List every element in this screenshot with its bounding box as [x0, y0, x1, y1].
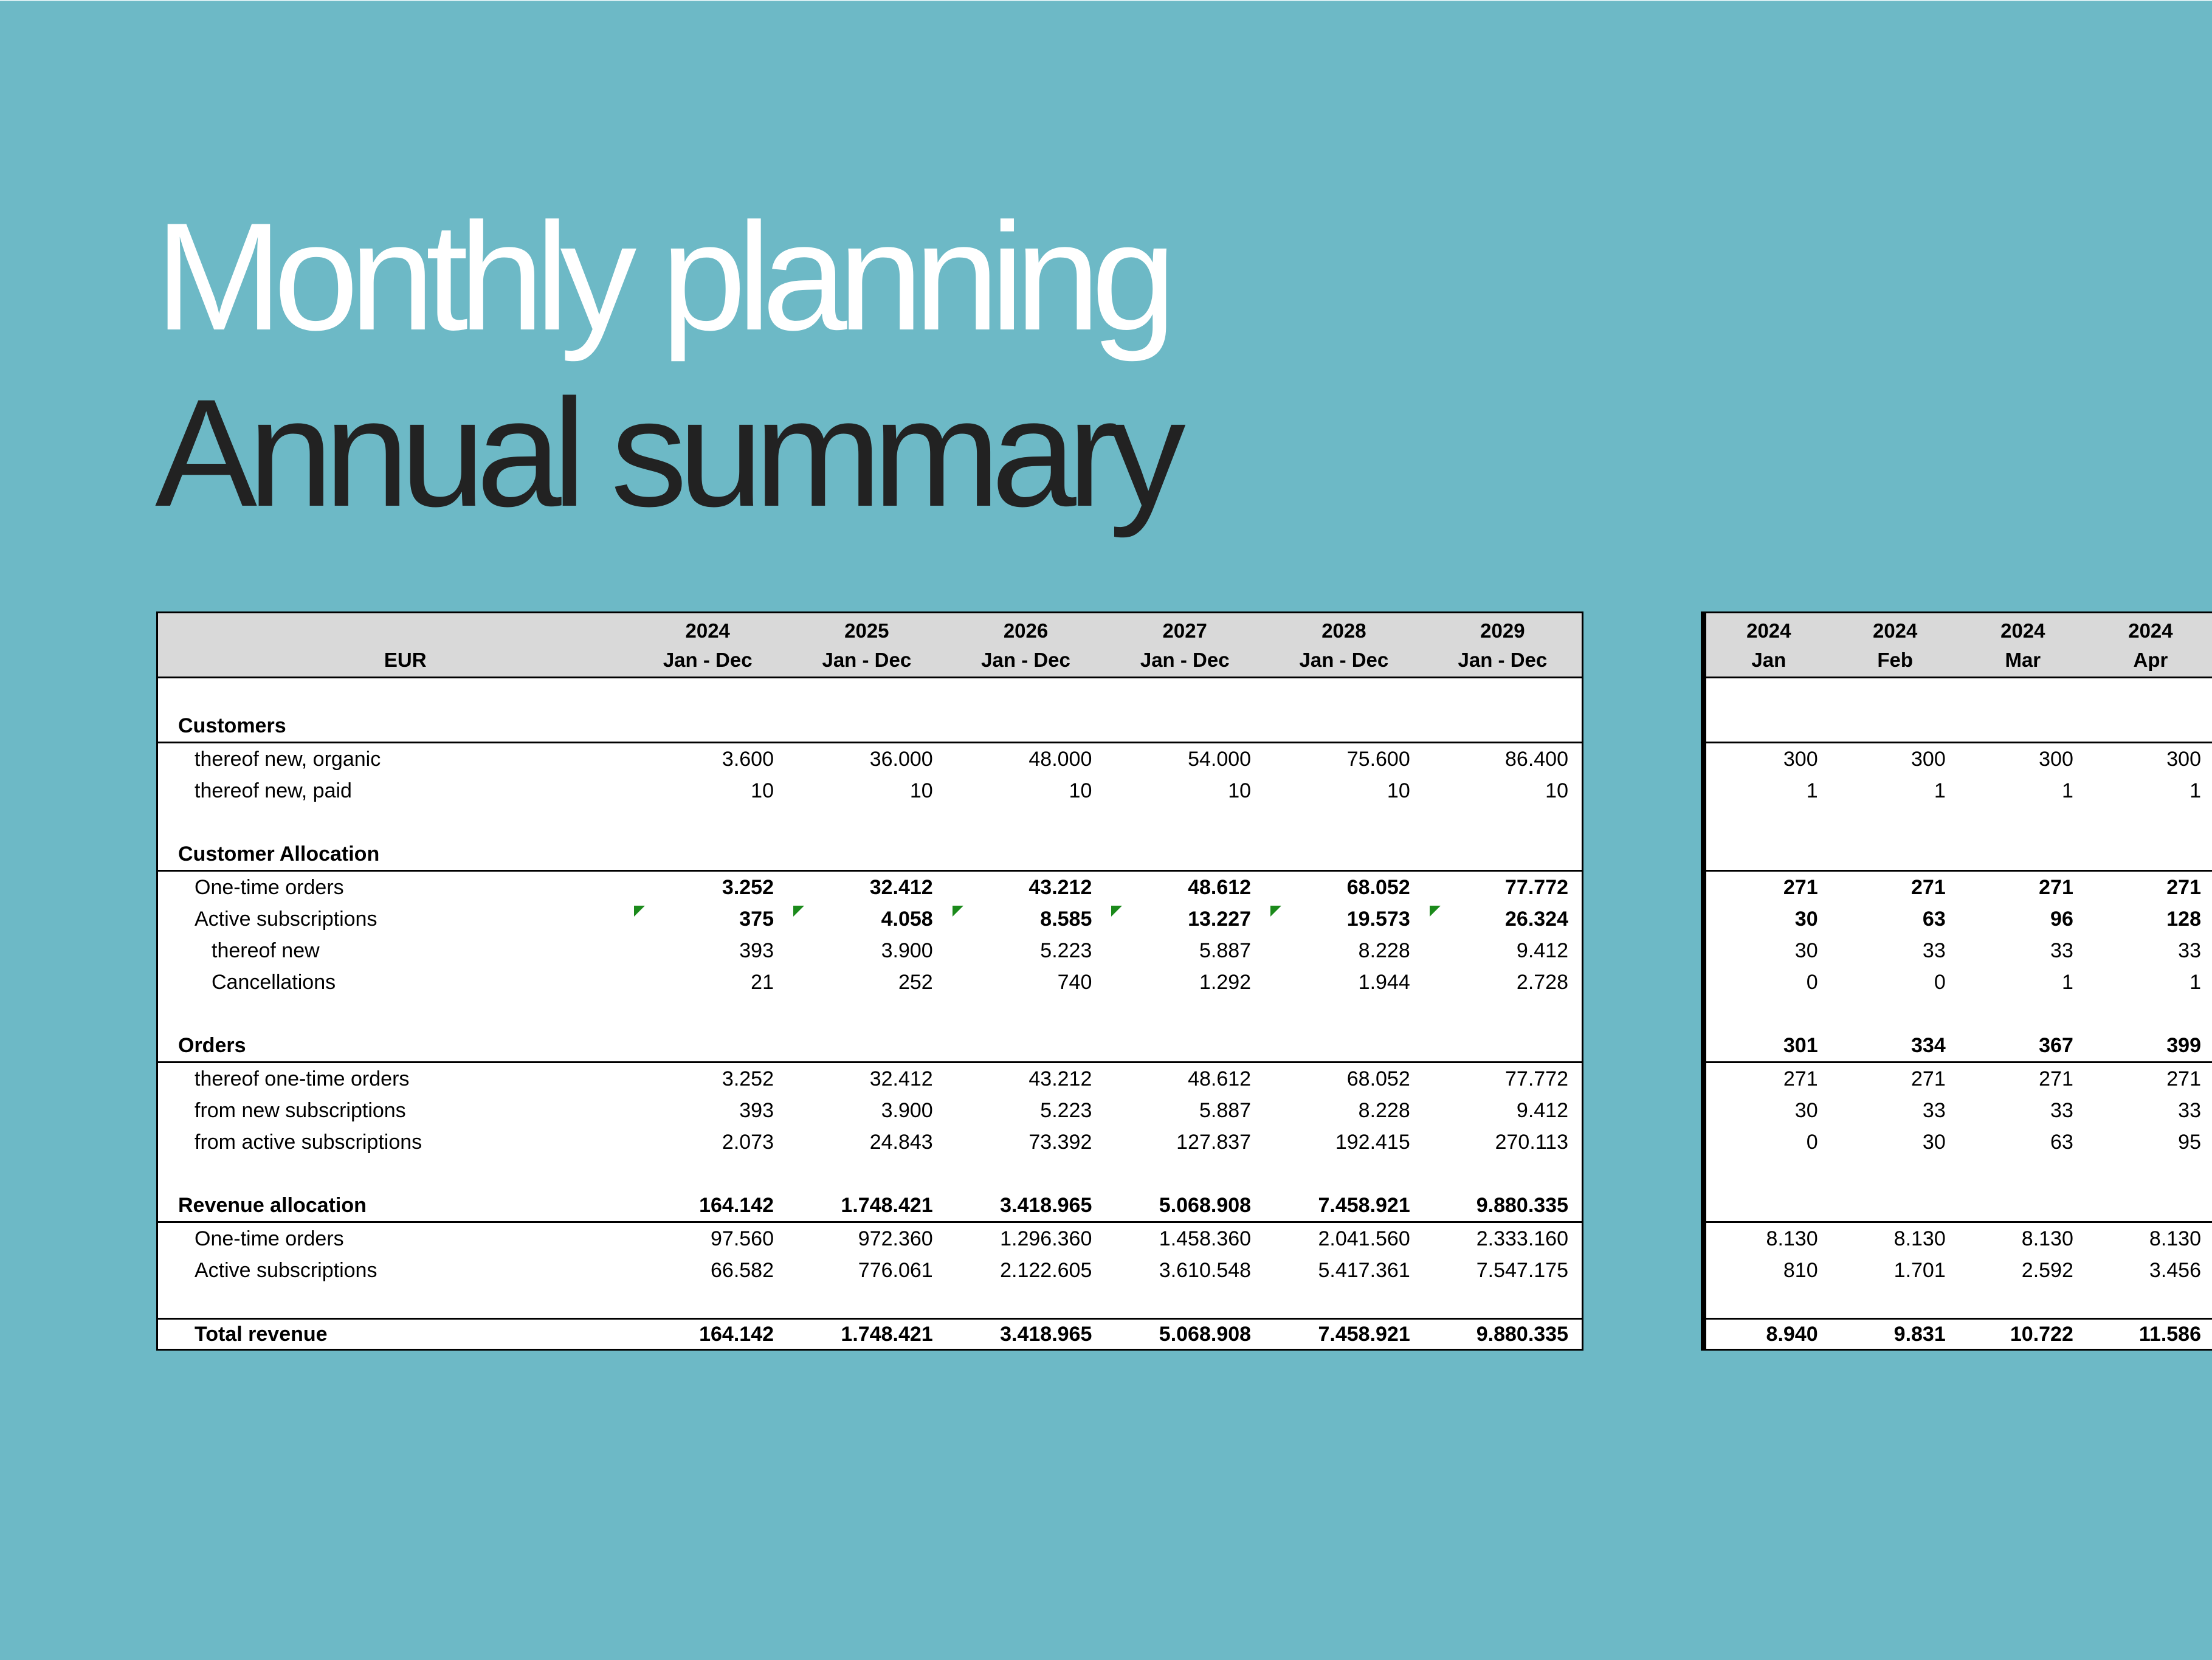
total-revenue-row: [1704, 1319, 2212, 1350]
spacer-row: [1704, 1286, 2212, 1319]
cell-value: 3.252: [722, 1067, 774, 1090]
cell-value: 95: [2178, 1131, 2201, 1154]
cell-value: 66.582: [711, 1259, 774, 1282]
cell-value: 0: [1934, 971, 1946, 994]
table-row: [157, 871, 1583, 904]
section-revenue-allocation: [1704, 1190, 2212, 1222]
section-label: Orders: [157, 1030, 629, 1062]
cell-with-comment[interactable]: [1105, 903, 1264, 935]
cell-value: 8.130: [1893, 1227, 1946, 1250]
cell-value: 252: [898, 971, 933, 994]
section-customer-allocation: [1704, 838, 2212, 871]
cell-value: 3.418.965: [946, 1319, 1106, 1350]
cell-value: 9.880.335: [1424, 1190, 1583, 1222]
cell-value: 63: [2050, 1131, 2073, 1154]
cell-value: 3.600: [722, 748, 774, 771]
cell-value: 300: [2166, 748, 2201, 771]
header-period: Apr: [2087, 645, 2212, 678]
section-label: Customers: [157, 710, 629, 743]
header-year: 2028: [1264, 613, 1424, 646]
total-revenue-row: [157, 1319, 1583, 1350]
cell-value: 972.360: [858, 1227, 933, 1250]
cell-value: 3.418.965: [946, 1190, 1106, 1222]
table-row: [157, 935, 1583, 966]
section-customers: [1704, 710, 2212, 743]
cell-value: 10: [1545, 779, 1568, 802]
cell-value: 5.417.361: [1318, 1259, 1410, 1282]
cell-value: 86.400: [1505, 748, 1568, 771]
cell-with-comment[interactable]: [628, 903, 787, 935]
header-year: 2026: [946, 613, 1106, 646]
cell-value: 11.586: [2087, 1319, 2212, 1350]
cell-value: 393: [739, 1099, 774, 1122]
currency-label: EUR: [157, 645, 629, 678]
spacer-row: [157, 998, 1583, 1030]
header-period: Jan - Dec: [628, 645, 787, 678]
cell-value: 10: [1228, 779, 1252, 802]
cell-value: 271: [1783, 876, 1818, 899]
spacer-row: [157, 807, 1583, 838]
cell-with-comment[interactable]: [787, 903, 946, 935]
cell-value: 1: [2190, 779, 2201, 802]
row-label: from active subscriptions: [195, 1131, 422, 1154]
cell-value: 128: [2166, 907, 2201, 931]
cell-value: 367: [1959, 1030, 2087, 1062]
page-title: Monthly planning: [155, 191, 1168, 362]
cell-value: 300: [1783, 748, 1818, 771]
section-customers: [157, 710, 1583, 743]
cell-value: 271: [1911, 1067, 1946, 1090]
cell-with-comment[interactable]: [1424, 903, 1583, 935]
cell-value: 33: [2050, 1099, 2073, 1122]
header-row-periods: [157, 645, 1583, 678]
cell-value: 2.122.605: [1000, 1259, 1092, 1282]
table-row: [1704, 1126, 2212, 1158]
cell-value: 1: [1934, 779, 1946, 802]
header-period: Jan: [1704, 645, 1831, 678]
cell-value: 3.900: [881, 1099, 933, 1122]
cell-value: 54.000: [1188, 748, 1252, 771]
cell-value: 300: [1911, 748, 1946, 771]
cell-value: 5.887: [1199, 1099, 1252, 1122]
header-period: Mar: [1959, 645, 2087, 678]
cell-value: 192.415: [1335, 1131, 1410, 1154]
section-customer-allocation: [157, 838, 1583, 871]
spacer-row: [157, 678, 1583, 711]
cell-with-comment[interactable]: [946, 903, 1106, 935]
cell-value: 48.612: [1188, 876, 1252, 899]
cell-value: 271: [2039, 876, 2073, 899]
table-row: [1704, 903, 2212, 935]
table-row: [1704, 1095, 2212, 1126]
cell-value: 0: [1806, 1131, 1818, 1154]
cell-value: 1: [1806, 779, 1818, 802]
comment-indicator-icon[interactable]: [1111, 906, 1122, 917]
cell-value: 1: [2061, 779, 2073, 802]
cell-value: 26.324: [1505, 907, 1568, 931]
cell-value: 43.212: [1028, 876, 1092, 899]
cell-value: 270.113: [1495, 1131, 1568, 1154]
cell-value: 8.585: [1040, 907, 1092, 931]
cell-value: 33: [1922, 939, 1946, 962]
cell-value: 33: [2050, 939, 2073, 962]
cell-value: 164.142: [628, 1190, 787, 1222]
header-period: Jan - Dec: [946, 645, 1106, 678]
cell-value: 5.887: [1199, 939, 1252, 962]
comment-indicator-icon[interactable]: [634, 906, 645, 917]
row-label: Total revenue: [157, 1319, 629, 1350]
cell-value: 68.052: [1346, 876, 1410, 899]
page-top-line: [0, 0, 2212, 1]
cell-value: 32.412: [869, 876, 933, 899]
row-label: thereof new, paid: [195, 779, 352, 802]
cell-value: 810: [1783, 1259, 1818, 1282]
table-row: [1704, 966, 2212, 998]
section-orders: [157, 1030, 1583, 1062]
row-label: thereof new, organic: [195, 748, 381, 771]
cell-value: 2.728: [1516, 971, 1568, 994]
cell-value: 399: [2087, 1030, 2212, 1062]
spacer-row: [157, 1158, 1583, 1190]
cell-value: 30: [1794, 1099, 1818, 1122]
cell-value: 8.130: [1766, 1227, 1818, 1250]
table-row: [157, 1095, 1583, 1126]
cell-value: 1: [2061, 971, 2073, 994]
cell-value: 33: [2178, 1099, 2201, 1122]
row-label: One-time orders: [195, 876, 344, 899]
cell-value: 68.052: [1346, 1067, 1410, 1090]
header-year: 2024: [1831, 613, 1959, 646]
table-row: [1704, 743, 2212, 776]
cell-value: 776.061: [858, 1259, 933, 1282]
cell-value: 1.458.360: [1159, 1227, 1252, 1250]
table-row: [1704, 775, 2212, 807]
cell-value: 1.944: [1358, 971, 1410, 994]
cell-value: 33: [1922, 1099, 1946, 1122]
cell-value: 8.130: [2149, 1227, 2201, 1250]
cell-value: 8.130: [2021, 1227, 2073, 1250]
table-row: [157, 966, 1583, 998]
cell-value: 375: [739, 907, 774, 931]
cell-value: 7.458.921: [1264, 1190, 1424, 1222]
row-label: Active subscriptions: [195, 907, 377, 931]
header-year: 2029: [1424, 613, 1583, 646]
table-row: [157, 1222, 1583, 1255]
cell-value: 48.612: [1188, 1067, 1252, 1090]
cell-value: 0: [1806, 971, 1818, 994]
table-row: [157, 1062, 1583, 1095]
cell-value: 393: [739, 939, 774, 962]
table-row: [157, 775, 1583, 807]
cell-value: 10: [909, 779, 933, 802]
cell-value: 9.412: [1516, 939, 1568, 962]
cell-value: 271: [2166, 1067, 2201, 1090]
spacer-row: [1704, 1158, 2212, 1190]
cell-value: 32.412: [869, 1067, 933, 1090]
table-row: [1704, 1255, 2212, 1286]
cell-value: 19.573: [1346, 907, 1410, 931]
header-year: 2024: [628, 613, 787, 646]
cell-value: 30: [1794, 907, 1818, 931]
cell-value: 30: [1922, 1131, 1946, 1154]
header-year: 2024: [2087, 613, 2212, 646]
spacer-row: [157, 1286, 1583, 1319]
row-label: Active subscriptions: [195, 1259, 377, 1282]
comment-indicator-icon[interactable]: [793, 906, 804, 917]
section-label: Customer Allocation: [157, 838, 629, 871]
table-row: [157, 743, 1583, 776]
cell-value: 36.000: [869, 748, 933, 771]
row-label: thereof one-time orders: [195, 1067, 410, 1090]
header-period: Jan - Dec: [1424, 645, 1583, 678]
cell-value: 8.228: [1358, 1099, 1410, 1122]
table-row: [1704, 1222, 2212, 1255]
header-year: 2025: [787, 613, 946, 646]
cell-value: 8.940: [1704, 1319, 1831, 1350]
header-corner: [157, 613, 629, 646]
table-row: [157, 903, 1583, 935]
header-year: 2024: [1704, 613, 1831, 646]
annual-summary-table: [156, 611, 1583, 1351]
cell-value: 43.212: [1028, 1067, 1092, 1090]
cell-value: 1.748.421: [787, 1190, 946, 1222]
monthly-table: [1701, 611, 2212, 1351]
spacer-row: [1704, 998, 2212, 1030]
header-period: Jan - Dec: [1105, 645, 1264, 678]
cell-value: 271: [2166, 876, 2201, 899]
cell-value: 7.547.175: [1476, 1259, 1568, 1282]
spacer-row: [1704, 807, 2212, 838]
cell-value: 24.843: [869, 1131, 933, 1154]
cell-value: 10: [1387, 779, 1410, 802]
cell-value: 2.041.560: [1318, 1227, 1410, 1250]
cell-value: 3.610.548: [1159, 1259, 1252, 1282]
header-period: Jan - Dec: [787, 645, 946, 678]
cell-value: 1: [2190, 971, 2201, 994]
cell-value: 77.772: [1505, 876, 1568, 899]
cell-value: 63: [1922, 907, 1946, 931]
cell-value: 334: [1831, 1030, 1959, 1062]
spacer-row: [1704, 678, 2212, 711]
cell-value: 3.252: [722, 876, 774, 899]
section-label: Revenue allocation: [157, 1190, 629, 1222]
cell-value: 1.701: [1893, 1259, 1946, 1282]
cell-value: 75.600: [1346, 748, 1410, 771]
comment-indicator-icon[interactable]: [1270, 906, 1281, 917]
header-row-years: [157, 613, 1583, 646]
cell-value: 73.392: [1028, 1131, 1092, 1154]
page-subtitle: Annual summary: [155, 368, 1177, 539]
cell-value: 5.223: [1040, 939, 1092, 962]
row-label: thereof new: [212, 939, 320, 962]
row-label: One-time orders: [195, 1227, 344, 1250]
cell-value: 96: [2050, 907, 2073, 931]
row-label: Cancellations: [212, 971, 336, 994]
cell-value: 1.748.421: [787, 1319, 946, 1350]
cell-value: 48.000: [1028, 748, 1092, 771]
section-orders: [1704, 1030, 2212, 1062]
header-row-periods: [1704, 645, 2212, 678]
cell-value: 77.772: [1505, 1067, 1568, 1090]
header-period: Jan - Dec: [1264, 645, 1424, 678]
cell-value: 127.837: [1176, 1131, 1252, 1154]
cell-value: 2.073: [722, 1131, 774, 1154]
cell-value: 4.058: [881, 907, 933, 931]
cell-value: 5.223: [1040, 1099, 1092, 1122]
cell-value: 2.592: [2021, 1259, 2073, 1282]
header-year: 2024: [1959, 613, 2087, 646]
cell-value: 21: [751, 971, 774, 994]
cell-value: 13.227: [1188, 907, 1252, 931]
header-row-years: [1704, 613, 2212, 646]
cell-value: 300: [2039, 748, 2073, 771]
cell-value: 97.560: [711, 1227, 774, 1250]
header-year: 2027: [1105, 613, 1264, 646]
section-revenue-allocation: [157, 1190, 1583, 1222]
cell-value: 271: [1783, 1067, 1818, 1090]
cell-value: 33: [2178, 939, 2201, 962]
table-row: [1704, 871, 2212, 904]
cell-value: 271: [2039, 1067, 2073, 1090]
comment-indicator-icon[interactable]: [953, 906, 963, 917]
cell-value: 271: [1911, 876, 1946, 899]
cell-value: 30: [1794, 939, 1818, 962]
cell-value: 1.292: [1199, 971, 1252, 994]
row-label: from new subscriptions: [195, 1099, 406, 1122]
cell-value: 3.900: [881, 939, 933, 962]
cell-value: 9.880.335: [1424, 1319, 1583, 1350]
table-row: [1704, 1062, 2212, 1095]
table-row: [157, 1126, 1583, 1158]
cell-value: 9.412: [1516, 1099, 1568, 1122]
cell-value: 301: [1704, 1030, 1831, 1062]
cell-value: 7.458.921: [1264, 1319, 1424, 1350]
cell-value: 2.333.160: [1476, 1227, 1568, 1250]
cell-value: 9.831: [1831, 1319, 1959, 1350]
cell-value: 1.296.360: [1000, 1227, 1092, 1250]
cell-value: 740: [1057, 971, 1092, 994]
comment-indicator-icon[interactable]: [1430, 906, 1441, 917]
table-row: [1704, 935, 2212, 966]
cell-value: 10.722: [1959, 1319, 2087, 1350]
header-period: Feb: [1831, 645, 1959, 678]
cell-value: 10: [1069, 779, 1092, 802]
cell-value: 5.068.908: [1105, 1319, 1264, 1350]
cell-value: 10: [751, 779, 774, 802]
cell-value: 3.456: [2149, 1259, 2201, 1282]
cell-value: 5.068.908: [1105, 1190, 1264, 1222]
cell-with-comment[interactable]: [1264, 903, 1424, 935]
cell-value: 8.228: [1358, 939, 1410, 962]
table-row: [157, 1255, 1583, 1286]
cell-value: 164.142: [628, 1319, 787, 1350]
